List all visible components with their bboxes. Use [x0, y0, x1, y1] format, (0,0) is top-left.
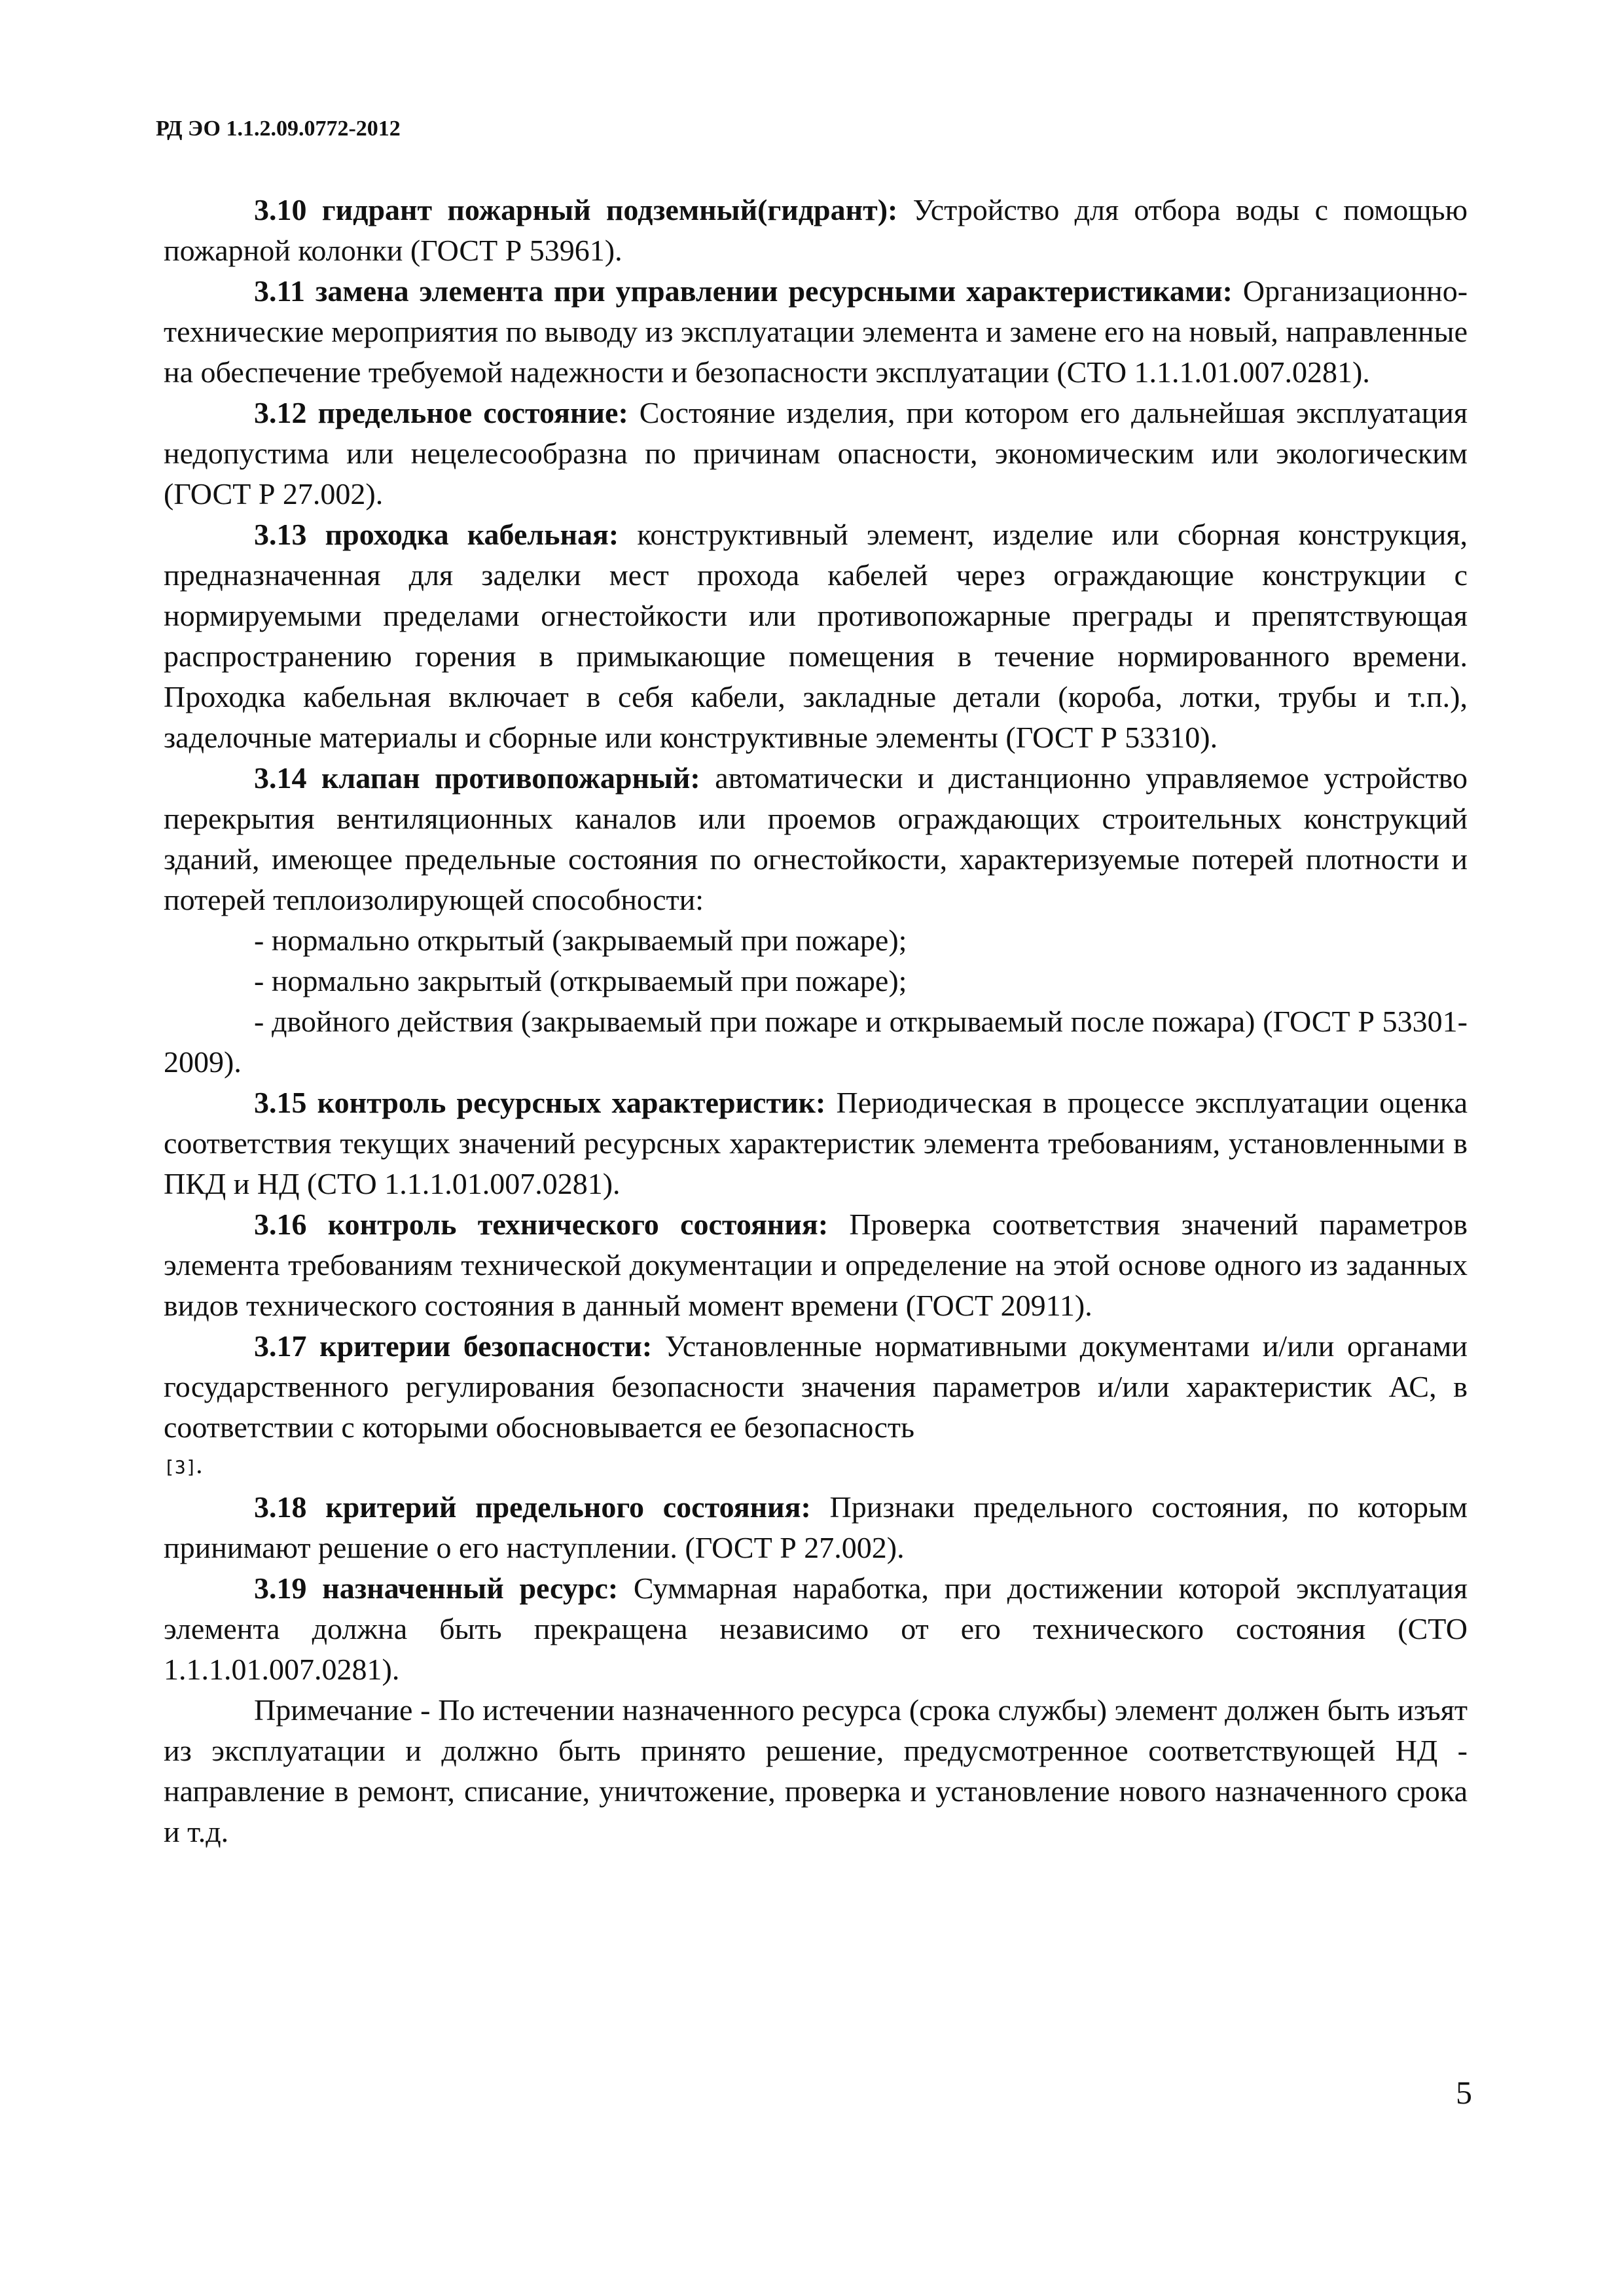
item-number: 3.13: [254, 518, 307, 551]
item-term: критерии безопасности:: [319, 1329, 653, 1363]
reference-line: [164, 1448, 1468, 1487]
item-text: автоматически и дистанционно управляемое устройство перекрытия вентиляционных каналов или проемов ограждающих строительных конструкций зданий, имеющее предельные состояния по огнестойкости, характеризуемые потерей плотности и потерей теплоизолирующей способности:: [164, 761, 1468, 916]
item-text: Суммарная наработка, при достижении которой эксплуатация элемента должна быть прекращена независимо от его технического состояния (СТО 1.1.1.01.007.0281).: [164, 1571, 1468, 1686]
definition-item: [164, 271, 1468, 393]
item-text: Периодическая в процессе эксплуатации оценка соответствия текущих значений ресурсных характеристик элемента требованиям, установленными в ПКД и НД (СТО 1.1.1.01.007.0281).: [164, 1086, 1468, 1200]
item-term: контроль ресурсных характеристик:: [317, 1086, 826, 1119]
item-number: 3.12: [254, 396, 307, 429]
definition-item: [164, 1083, 1468, 1204]
page-number: 5: [1456, 2074, 1472, 2111]
item-term: назначенный ресурс:: [322, 1571, 619, 1605]
item-text: Устройство для отбора воды с помощью пожарной колонки (ГОСТ Р 53961).: [164, 193, 1468, 267]
definition-item: [164, 1326, 1468, 1448]
item-number: 3.10: [254, 193, 307, 226]
item-number: 3.15: [254, 1086, 307, 1119]
list-item: - нормально открытый (закрываемый при пожаре);: [254, 924, 907, 957]
item-text: Признаки предельного состояния, по которым принимают решение о его наступлении. (ГОСТ Р 27.002).: [164, 1490, 1468, 1564]
list-item: - нормально закрытый (открываемый при пожаре);: [254, 964, 907, 997]
item-term: гидрант пожарный подземный(гидрант):: [321, 193, 898, 226]
item-text: Организационно-технические мероприятия по выводу из эксплуатации элемента и замене его на новый, направленные на обеспечение требуемой надежности и безопасности эксплуатации (СТО 1.1.1.01.007.0281).: [164, 274, 1468, 389]
reference-tail: .: [196, 1456, 202, 1478]
definition-item: [164, 1487, 1468, 1568]
list-item: - двойного действия (закрываемый при пожаре и открываемый после пожара) (ГОСТ Р 53301-2009).: [164, 1005, 1468, 1079]
note-paragraph: Примечание - По истечении назначенного ресурса (срока службы) элемент должен быть изъят из эксплуатации и должно быть принято решение, предусмотренное соответствующей НД - направление в ремонт, списание, уничтожение, проверка и установление нового назначенного срока и т.д.: [164, 1693, 1468, 1848]
item-number: 3.16: [254, 1208, 307, 1241]
definition-item: [164, 1568, 1468, 1690]
item-number: 3.18: [254, 1490, 307, 1524]
item-term: проходка кабельная:: [325, 518, 619, 551]
definition-item: [164, 190, 1468, 271]
item-term: предельное состояние:: [317, 396, 628, 429]
reference-mark: [3]: [164, 1456, 197, 1478]
item-text: Проверка соответствия значений параметров элемента требованиям технической документации и определение на этой основе одного из заданных видов технического состояния в данный момент времени (ГОСТ 20911).: [164, 1208, 1468, 1322]
item-number: 3.17: [254, 1329, 307, 1363]
item-number: 3.14: [254, 761, 307, 795]
document-body: [164, 190, 1468, 1852]
item-text: Установленные нормативными документами и/или органами государственного регулирования безопасности значения параметров и/или характеристик АС, в соответствии с которыми обосновывается ее безопасность: [164, 1329, 1468, 1444]
item-term: замена элемента при управлении ресурсными характеристиками:: [315, 274, 1233, 308]
document-header: РД ЭО 1.1.2.09.0772-2012: [156, 117, 401, 141]
item-number: 3.19: [254, 1571, 307, 1605]
item-text: конструктивный элемент, изделие или сборная конструкция, предназначенная для заделки мест прохода кабелей через ограждающие конструкции с нормируемыми пределами огнестойкости или противопожарные преграды и препятствующая распространению горения в примыкающие помещения в течение нормированного времени. Проходка кабельная включает в себя кабели, закладные детали (короба, лотки, трубы и т.п.), заделочные материалы и сборные или конструктивные элементы (ГОСТ Р 53310).: [164, 518, 1468, 754]
definition-item: [164, 393, 1468, 514]
item-text: Состояние изделия, при котором его дальнейшая эксплуатация недопустима или нецелесообразна по причинам опасности, экономическим или экологическим (ГОСТ Р 27.002).: [164, 396, 1468, 511]
item-term: клапан противопожарный:: [321, 761, 700, 795]
item-term: контроль технического состояния:: [327, 1208, 829, 1241]
definition-item: [164, 1204, 1468, 1326]
definition-item: [164, 514, 1468, 758]
item-term: критерий предельного состояния:: [325, 1490, 811, 1524]
item-number: 3.11: [254, 274, 305, 308]
definition-item: [164, 758, 1468, 920]
